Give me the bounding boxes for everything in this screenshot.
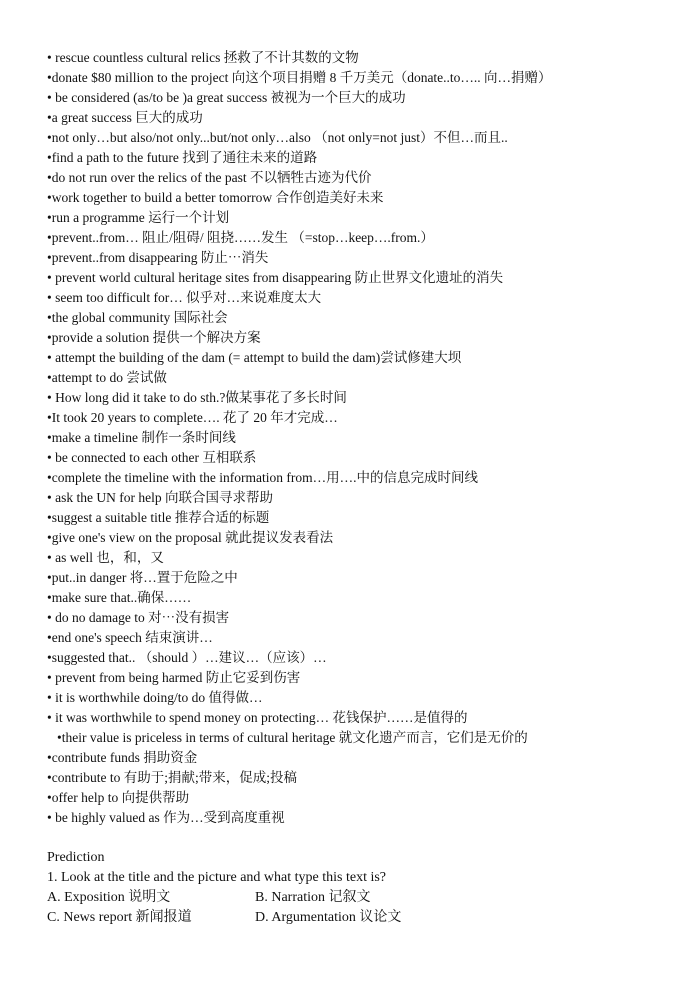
prediction-heading: Prediction xyxy=(47,850,105,865)
phrase-line: • How long did it take to do sth.?做某事花了多长时间 xyxy=(47,390,347,405)
phrase-line: • do no damage to 对⋯没有损害 xyxy=(47,610,230,625)
phrase-line: •give one's view on the proposal 就此提议发表看法 xyxy=(47,530,334,545)
phrase-line: •prevent..from disappearing 防止⋯消失 xyxy=(47,250,269,265)
phrase-line: •put..in danger 将…置于危险之中 xyxy=(47,570,238,585)
phrase-list xyxy=(47,48,677,828)
phrase-line: •donate $80 million to the project 向这个项目捐赠 8 千万美元（donate..to….. 向…捐赠） xyxy=(47,70,552,85)
phrase-line: •contribute funds 捐助资金 xyxy=(47,750,198,765)
phrase-line: • ask the UN for help 向联合国寻求帮助 xyxy=(47,490,273,505)
option-b: B. Narration 记叙文 xyxy=(255,890,371,905)
option-d: D. Argumentation 议论文 xyxy=(255,910,402,925)
prediction-question: 1. Look at the title and the picture and what type this text is? xyxy=(47,870,387,885)
phrase-line: • attempt the building of the dam (= attempt to build the dam)尝试修建大坝 xyxy=(47,350,462,365)
phrase-line: •It took 20 years to complete…. 花了 20 年才完成… xyxy=(47,410,338,425)
phrase-line: • it was worthwhile to spend money on protecting… 花钱保护……是值得的 xyxy=(47,710,468,725)
spacer xyxy=(47,828,677,848)
phrase-line: • prevent world cultural heritage sites from disappearing 防止世界文化遗址的消失 xyxy=(47,270,504,285)
phrase-line: •attempt to do 尝试做 xyxy=(47,370,167,385)
phrase-line: •end one's speech 结束演讲… xyxy=(47,630,213,645)
phrase-line: •suggested that.. （should ）…建议…（应该）… xyxy=(47,650,327,665)
phrase-line: •their value is priceless in terms of cultural heritage 就文化遗产而言，它们是无价的 xyxy=(57,730,528,745)
phrase-line: • prevent from being harmed 防止它妥到伤害 xyxy=(47,670,301,685)
phrase-line: • it is worthwhile doing/to do 值得做… xyxy=(47,690,263,705)
phrase-line: • rescue countless cultural relics 拯救了不计其数的文物 xyxy=(47,50,359,65)
phrase-line: • be considered (as/to be )a great success 被视为一个巨大的成功 xyxy=(47,90,406,105)
phrase-line: •find a path to the future 找到了通往未来的道路 xyxy=(47,150,318,165)
phrase-line: •a great success 巨大的成功 xyxy=(47,110,203,125)
option-c: C. News report 新闻报道 xyxy=(47,910,192,925)
phrase-line: •prevent..from… 阻止/阻碍/ 阻挠……发生 （=stop…keep….from.） xyxy=(47,230,434,245)
phrase-line: •suggest a suitable title 推荐合适的标题 xyxy=(47,510,270,525)
phrase-line: •make a timeline 制作一条时间线 xyxy=(47,430,236,445)
phrase-line: •the global community 国际社会 xyxy=(47,310,228,325)
phrase-line: •run a programme 运行一个计划 xyxy=(47,210,230,225)
option-a: A. Exposition 说明文 xyxy=(47,890,171,905)
phrase-line: • be connected to each other 互相联系 xyxy=(47,450,257,465)
phrase-line: •offer help to 向提供帮助 xyxy=(47,790,190,805)
phrase-line: •make sure that..确保…… xyxy=(47,590,192,605)
option-row xyxy=(47,888,677,908)
phrase-line: •complete the timeline with the information from…用….中的信息完成时间线 xyxy=(47,470,479,485)
phrase-line: •do not run over the relics of the past 不以牺牲古迹为代价 xyxy=(47,170,372,185)
phrase-line: •not only…but also/not only...but/not only…also （not only=not just）不但…而且.. xyxy=(47,130,508,145)
prediction-section xyxy=(47,848,677,928)
phrase-line: •work together to build a better tomorrow 合作创造美好未来 xyxy=(47,190,384,205)
phrase-line: •provide a solution 提供一个解决方案 xyxy=(47,330,261,345)
phrase-line: • as well 也，和，又 xyxy=(47,550,164,565)
phrase-line: • seem too difficult for… 似乎对…来说难度太大 xyxy=(47,290,322,305)
document-page xyxy=(47,48,677,928)
phrase-line: • be highly valued as 作为…受到高度重视 xyxy=(47,810,285,825)
option-row xyxy=(47,908,677,928)
phrase-line: •contribute to 有助于;捐献;带来，促成;投稿 xyxy=(47,770,297,785)
